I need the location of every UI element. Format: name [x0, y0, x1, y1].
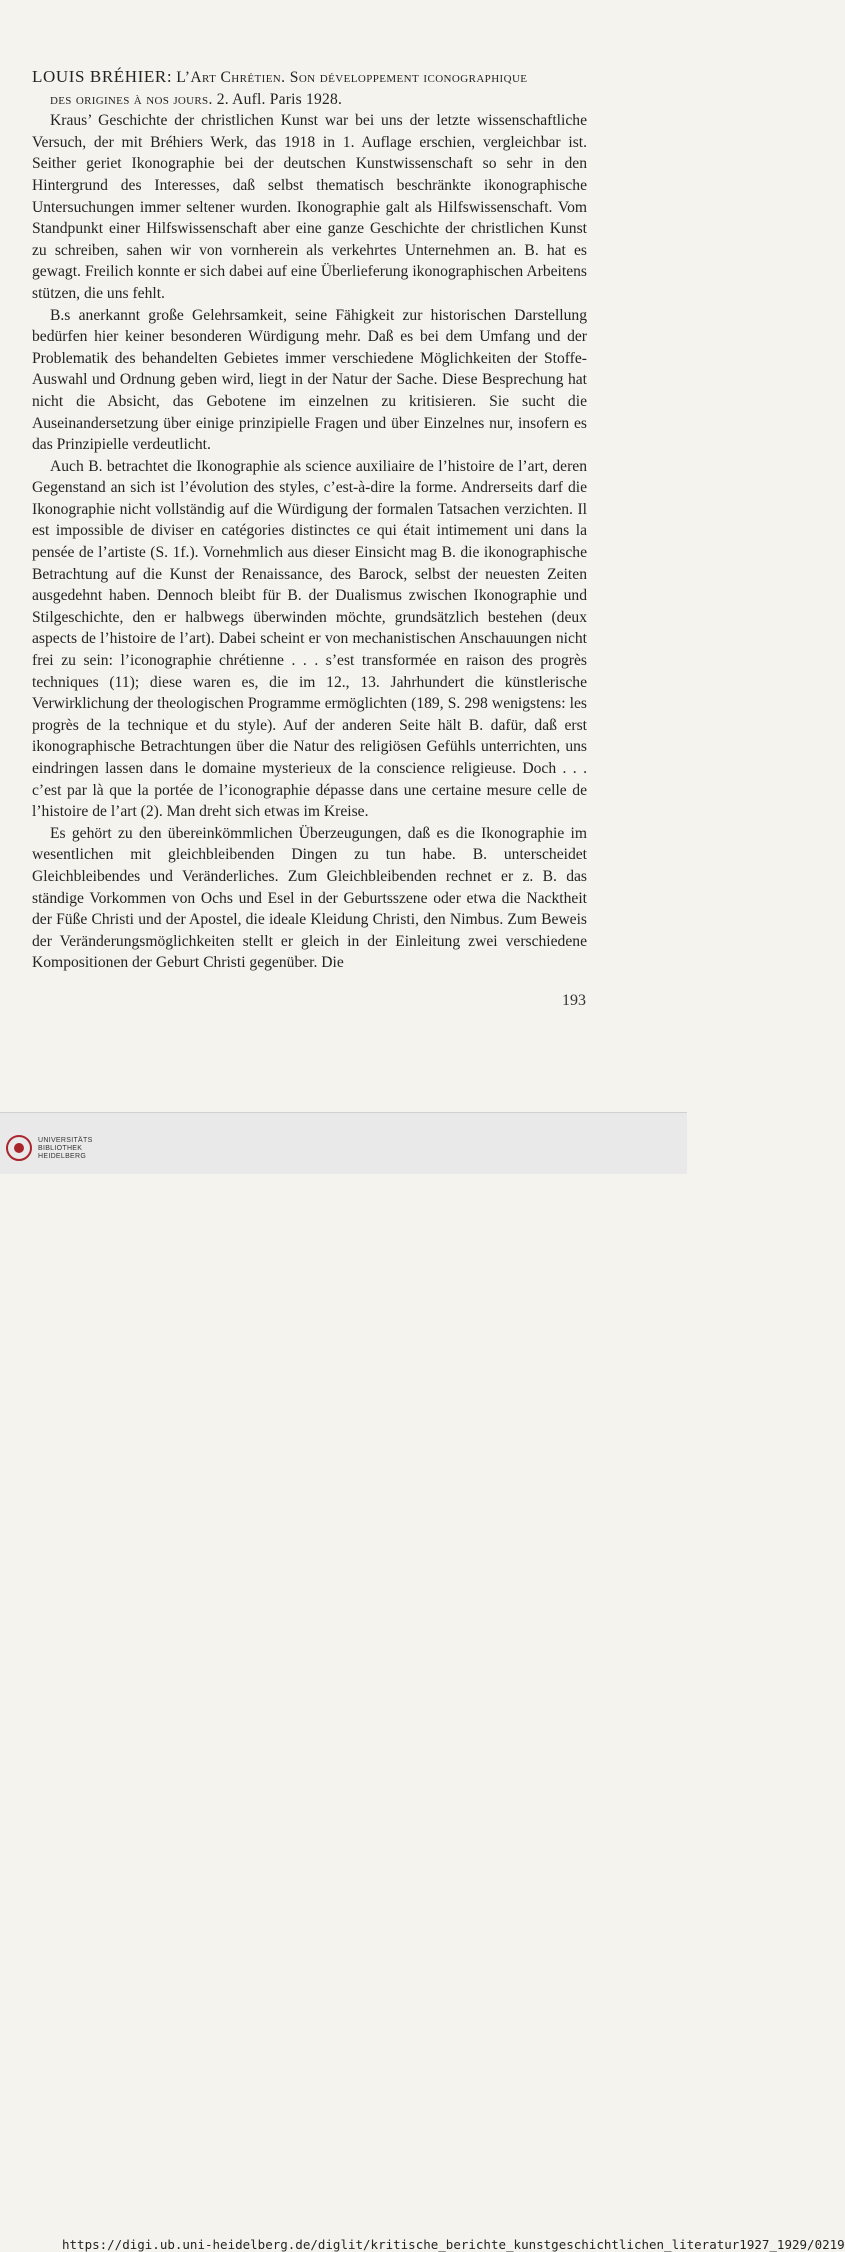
logo-line: BIBLIOTHEK — [38, 1145, 83, 1152]
document-page — [0, 0, 687, 1112]
review-heading — [32, 66, 587, 110]
paragraph-3: Auch B. betrachtet die Ikonographie als science auxiliaire de l’histoire de l’art, deren Gegenstand an sich ist l’évolution des styles, c’est-à-dire la forme. Andrerseits darf die Ikonographie nicht vollständig auf die Würdigung der formalen Tatsachen verzichten. Il est impossible de diviser en catégories distinctes ce qui était intimement uni dans la pensée de l’artiste (S. 1f.). Vornehmlich aus dieser Einsicht mag B. die ikonographische Betrachtung auf die Kunst der Renaissance, des Barock, selbst der neuesten Zeiten ausgedehnt haben. Dennoch bleibt für B. der Dualismus zwischen Ikonographie und Stilgeschichte, den er halbwegs überwinden möchte, grundsätzlich bestehen (deux aspects de l’histoire de l’art). Dabei scheint er von mechanistischen Anschauungen nicht frei zu sein: l’iconographie chrétienne . . . s’est transformée en raison des progrès techniques (11); diese waren es, die im 12., 13. Jahrhundert die künstlerische Verwirklichung der theologischen Programme ermöglichten (189, S. 298 wenigstens: les progrès de la technique et du style). Auf der anderen Seite hält B. dafür, daß erst ikonographische Betrachtungen über die Natur des religiösen Gefühls unterrichten, uns eindringen lassen dans le domaine mysterieux de la conscience religieuse. Doch . . . c’est par là que la portée de l’iconographie dépasse dans une certaine mesure celle de l’histoire de l’art (2). Man dreht sich etwas im Kreise. — [32, 457, 587, 821]
viewer-footer — [0, 1112, 845, 2252]
permalink-url[interactable]: https://digi.ub.uni-heidelberg.de/diglit/kritische_berichte_kunstgeschichtlichen_literatur1927_1929/0219 — [62, 2237, 845, 2252]
heading-title: L’Art Chrétien. Son développement iconographique — [176, 69, 528, 86]
library-logo[interactable] — [6, 1127, 96, 1167]
logo-text — [38, 1137, 93, 1161]
page-number: 193 — [562, 992, 586, 1009]
heading-author: LOUIS BRÉHIER: — [32, 67, 173, 86]
heading-subtitle-sc: des origines à nos jours. — [50, 90, 213, 108]
library-seal-icon — [6, 1135, 32, 1161]
paragraph-2: B.s anerkannt große Gelehrsamkeit, seine Fähigkeit zur historischen Darstellung bedürfen hier keiner besonderen Würdigung mehr. Daß es bei dem Umfang und der Problematik des behandelten Gebietes immer verschiedene Möglichkeiten der Stoffe-Auswahl und Ordnung geben wird, liegt in der Natur der Sache. Diese Besprechung hat nicht die Absicht, das Gebotene im einzelnen zu kritisieren. Sie sucht die Auseinandersetzung über einige prinzipielle Fragen und über Einzelnes nur, insofern es das Prinzipielle verdeutlicht. — [32, 306, 587, 454]
text-body — [32, 66, 587, 974]
heading-subtitle — [32, 89, 587, 111]
paragraph-4: Es gehört zu den übereinkömmlichen Überzeugungen, daß es die Ikonographie im wesentlichen mit gleichbleibenden Dingen zu tun habe. B. unterscheidet Gleichbleibendes und Veränderliches. Zum Gleichbleibenden rechnet er z. B. das ständige Vorkommen von Ochs und Esel in der Geburtsszene oder etwa die Nacktheit der Füße Christi und der Apostel, die ideale Kleidung Christi, den Nimbus. Zum Beweis der Veränderungsmöglichkeiten stellt er gleich in der Einleitung zwei verschiedene Kompositionen der Geburt Christi gegenüber. Die — [32, 824, 587, 972]
logo-line: UNIVERSITÄTS — [38, 1137, 93, 1144]
paragraph-1: Kraus’ Geschichte der christlichen Kunst war bei uns der letzte wissenschaftliche Versuch, der mit Bréhiers Werk, das 1918 in 1. Auflage erschien, vergleichbar ist. Seither geriet Ikonographie bei der deutschen Kunstwissenschaft so sehr in den Hintergrund des Interesses, daß selbst thematisch beschränkte ikonographische Untersuchungen immer seltener wurden. Ikonographie galt als Hilfswissenschaft. Vom Standpunkt einer Hilfswissenschaft aber eine ganze Geschichte der christlichen Kunst zu schreiben, sahen wir von vornherein als verkehrtes Unternehmen an. B. hat es gewagt. Freilich konnte er sich dabei auf eine Überlieferung ikonographischen Arbeitens stützen, die uns fehlt. — [32, 112, 587, 302]
heading-subtitle-rest: 2. Aufl. Paris 1928. — [216, 90, 343, 108]
logo-line: HEIDELBERG — [38, 1153, 87, 1160]
